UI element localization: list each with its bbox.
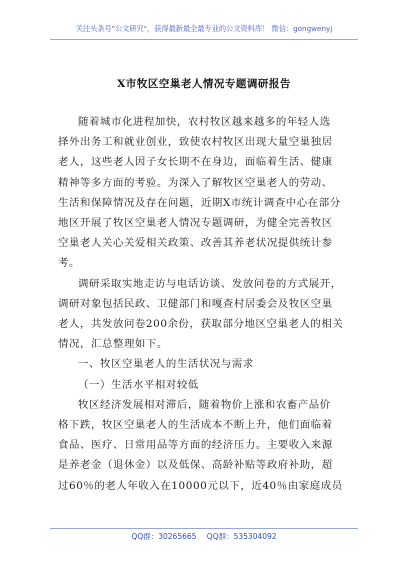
body-line: 食品、医疗、日常用品等方面的经济压力。主要收入来源 <box>58 439 333 452</box>
body-line: 生活和保障情况及存在问题，近期X市统计调查中心在部分 <box>58 196 341 209</box>
body-line: 老人，共发放问卷200余份，获取部分地区空巢老人的相关 <box>58 318 344 331</box>
body-line: （一）生活水平相对较低 <box>78 378 199 391</box>
body-line: 老人，这些老人因子女长期不在身边，面临着生活、健康 <box>58 156 333 169</box>
body-line: 过60％的老人年收入在10000元以下，近40％由家庭成员 <box>58 479 343 492</box>
page-footer <box>0 531 408 542</box>
body-line: 是养老金（退休金）以及低保、高龄补贴等政府补助，超 <box>58 459 333 472</box>
body-paragraphs <box>58 112 354 496</box>
header-divider <box>50 39 358 40</box>
body-line: 考。 <box>58 257 80 270</box>
page-header <box>0 0 408 46</box>
header-notice: 关注头条号"公文研究"，获得最新最全最专业的公文资料库！ 微信：gongwenyj <box>75 24 333 33</box>
body-line: 精神等多方面的考验。为深入了解牧区空巢老人的劳动、 <box>58 176 333 189</box>
document-body <box>58 112 354 496</box>
body-line: 情况，汇总整理如下。 <box>58 338 168 351</box>
body-line: 一、牧区空巢老人的生活状况与需求 <box>78 358 254 371</box>
body-line: 牧区经济发展相对滞后，随着物价上涨和农畜产品价 <box>78 398 331 411</box>
footer-qq-group-1: QQ群：30265665 <box>131 532 197 541</box>
body-line: 地区开展了牧区空巢老人情况专题调研，为健全完善牧区 <box>58 217 333 230</box>
body-line: 调研采取实地走访与电话访谈、发放问卷的方式展开， <box>78 277 342 290</box>
body-line: 调研对象包括民政、卫健部门和嘎查村居委会及牧区空巢 <box>58 297 333 310</box>
body-line: 择外出务工和就业创业，致使农村牧区出现大量空巢独居 <box>58 136 333 149</box>
footer-qq-group-2: QQ群：535304092 <box>206 532 277 541</box>
body-line: 随着城市化进程加快，农村牧区越来越多的年轻人选 <box>78 116 331 128</box>
body-line: 格下跌，牧区空巢老人的生活成本不断上升，他们面临着 <box>58 419 333 432</box>
footer-divider <box>50 528 358 529</box>
body-line: 空巢老人关心关爱相关政策、改善其养老状况提供统计参 <box>58 237 333 250</box>
document-title: X市牧区空巢老人情况专题调研报告 <box>117 78 291 90</box>
